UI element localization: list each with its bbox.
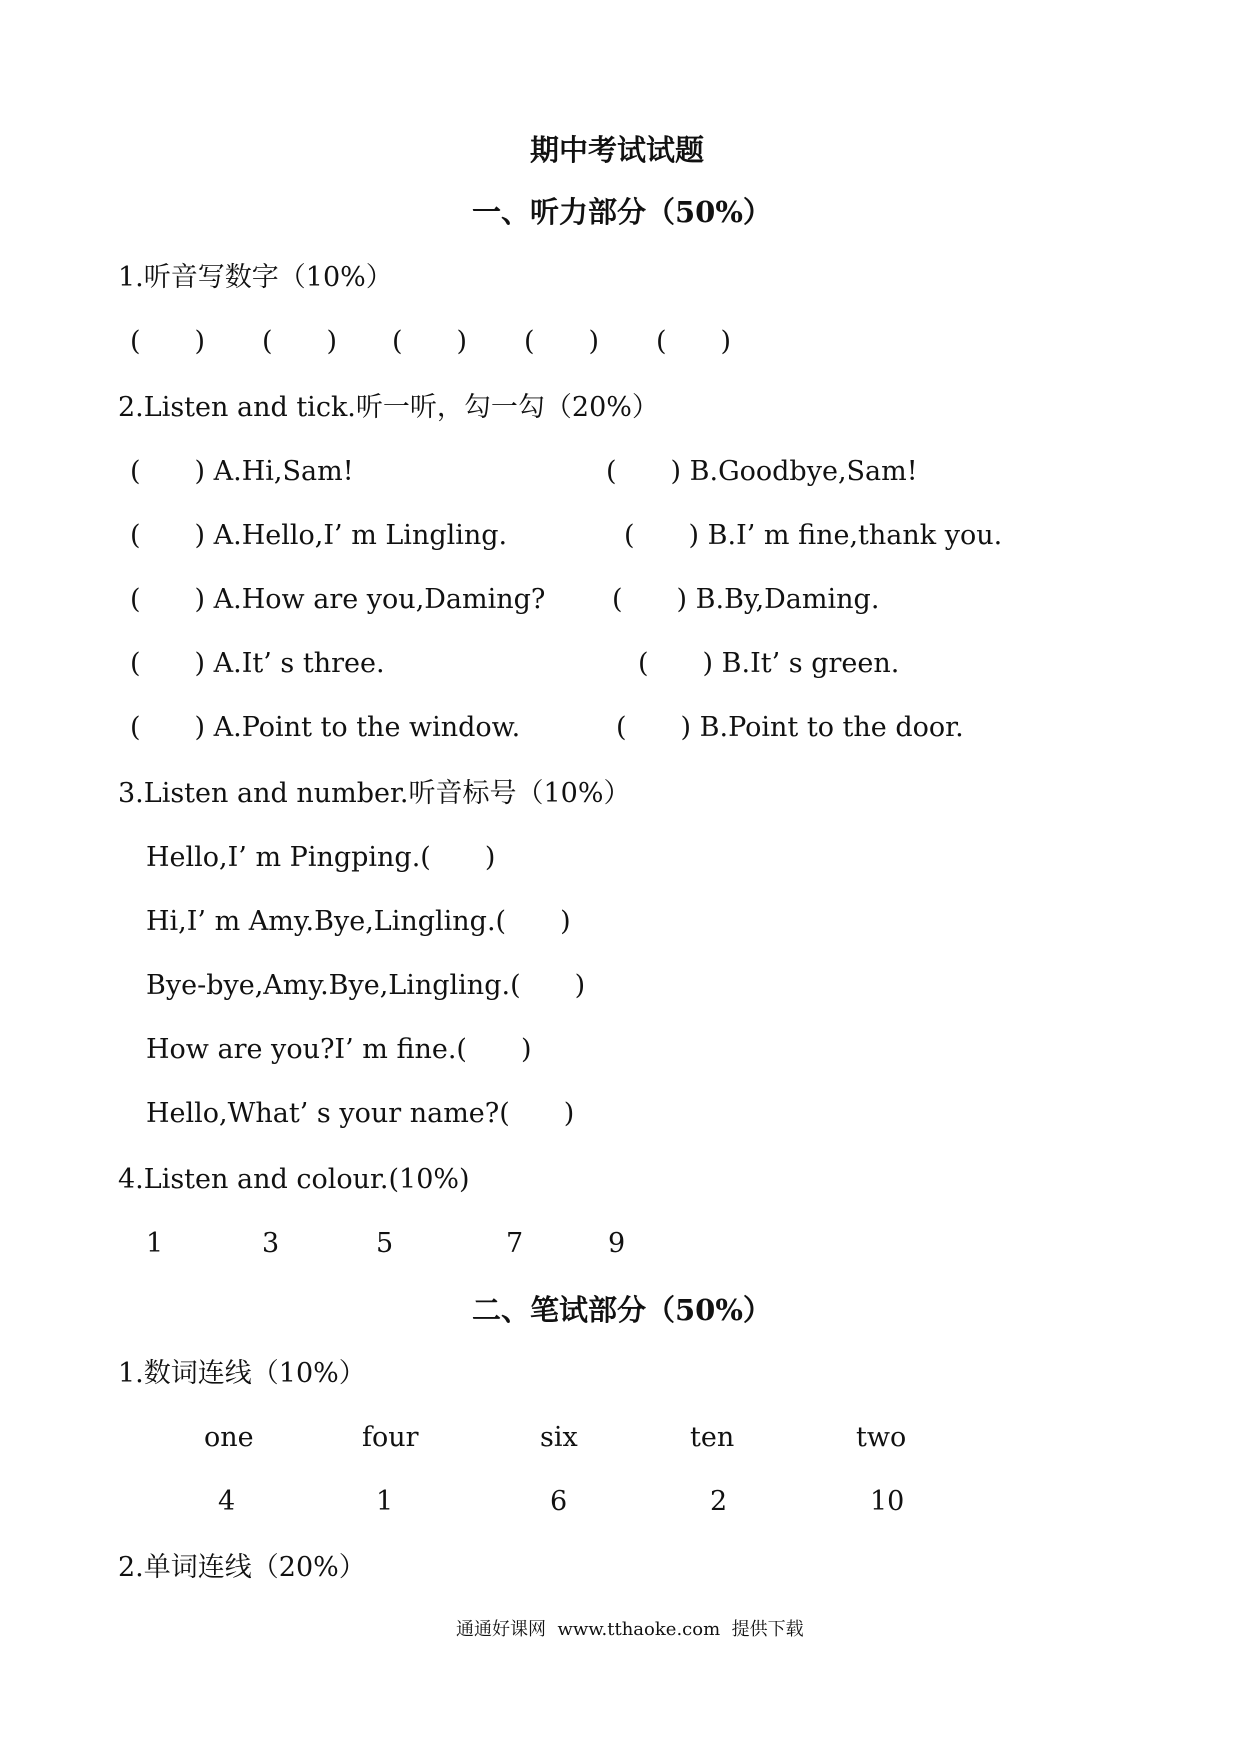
match-number[interactable]: 1 (376, 1486, 394, 1517)
match-number[interactable]: 6 (550, 1486, 568, 1517)
match-number[interactable]: 4 (218, 1486, 236, 1517)
part1-heading: 一、听力部分（50%） (472, 195, 772, 229)
tick-option-b[interactable]: ( ) B.I’ m fine,thank you. (624, 520, 1003, 551)
tick-option-a[interactable]: ( ) A.Hi,Sam! (130, 456, 354, 487)
tick-option-b[interactable]: ( ) B.By,Daming. (612, 584, 880, 615)
answer-blank[interactable]: ( ) (130, 326, 206, 357)
answer-blank[interactable]: ( ) (656, 326, 732, 357)
answer-blank[interactable]: ( ) (392, 326, 468, 357)
colour-number: 5 (376, 1228, 394, 1259)
answer-blank[interactable]: ( ) (262, 326, 338, 357)
tick-option-b[interactable]: ( ) B.Goodbye,Sam! (606, 456, 918, 487)
part1-q4-label: 4.Listen and colour.(10%) (118, 1164, 470, 1195)
match-number[interactable]: 10 (870, 1486, 905, 1517)
number-item[interactable]: Hello,I’ m Pingping.( ) (146, 842, 496, 873)
part2-heading: 二、笔试部分（50%） (472, 1293, 772, 1327)
match-word[interactable]: one (204, 1422, 254, 1453)
colour-number: 9 (608, 1228, 626, 1259)
tick-option-b[interactable]: ( ) B.It’ s green. (638, 648, 900, 679)
number-item[interactable]: Hi,I’ m Amy.Bye,Lingling.( ) (146, 906, 571, 937)
tick-option-a[interactable]: ( ) A.Hello,I’ m Lingling. (130, 520, 508, 551)
match-number[interactable]: 2 (710, 1486, 728, 1517)
match-word[interactable]: four (362, 1422, 419, 1453)
number-item[interactable]: Hello,What’ s your name?( ) (146, 1098, 575, 1129)
tick-option-b[interactable]: ( ) B.Point to the door. (616, 712, 964, 743)
tick-option-a[interactable]: ( ) A.How are you,Daming? (130, 584, 546, 615)
answer-blank[interactable]: ( ) (524, 326, 600, 357)
footer-credit: 通通好课网 www.tthaoke.com 提供下载 (456, 1619, 804, 1640)
colour-number: 3 (262, 1228, 280, 1259)
part1-q2-label: 2.Listen and tick.听一听，勾一勾（20%） (118, 392, 659, 423)
match-word[interactable]: two (856, 1422, 907, 1453)
part2-q1-label: 1.数词连线（10%） (118, 1358, 366, 1389)
number-item[interactable]: How are you?I’ m fine.( ) (146, 1034, 532, 1065)
exam-title: 期中考试试题 (530, 133, 705, 167)
match-word[interactable]: ten (690, 1422, 735, 1453)
part1-q1-label: 1.听音写数字（10%） (118, 262, 393, 293)
match-word[interactable]: six (540, 1422, 578, 1453)
colour-number: 1 (146, 1228, 164, 1259)
part2-q2-label: 2.单词连线（20%） (118, 1552, 366, 1583)
part1-q3-label: 3.Listen and number.听音标号（10%） (118, 778, 631, 809)
tick-option-a[interactable]: ( ) A.Point to the window. (130, 712, 521, 743)
tick-option-a[interactable]: ( ) A.It’ s three. (130, 648, 385, 679)
colour-number: 7 (506, 1228, 524, 1259)
number-item[interactable]: Bye-bye,Amy.Bye,Lingling.( ) (146, 970, 586, 1001)
